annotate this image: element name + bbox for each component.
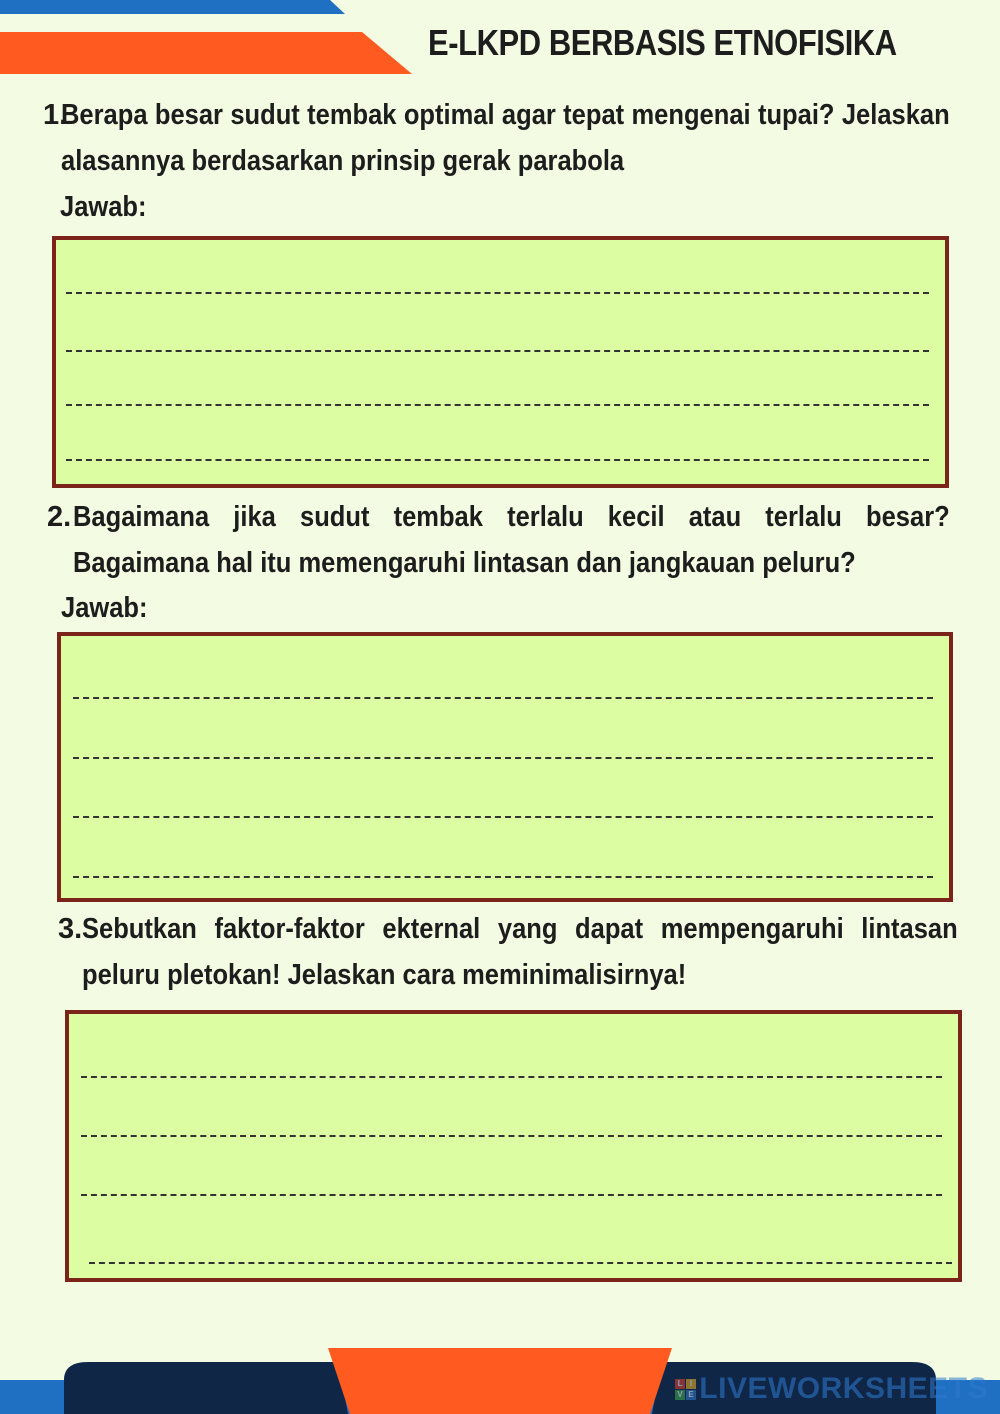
answer-line[interactable] [66, 459, 929, 461]
top-blue-stripe [0, 0, 345, 14]
liveworksheets-watermark [675, 1372, 988, 1406]
answer-label: Jawab: [60, 191, 147, 223]
question-text: Bagaimana jika sudut tembak terlalu kecil atau terlalu besar? Bagaimana hal itu memengaruhi lintasan dan jangkauan peluru? [73, 501, 950, 579]
answer-box-1[interactable] [52, 236, 949, 488]
answer-box-3[interactable] [65, 1010, 962, 1282]
question-3 [58, 906, 958, 998]
question-number: 2. [47, 501, 72, 533]
liveworksheets-logo-icon: L I V E [675, 1379, 696, 1400]
answer-line[interactable] [73, 816, 933, 818]
answer-line[interactable] [81, 1194, 942, 1196]
bottom-navy-bar-left [64, 1362, 348, 1414]
question-2 [47, 494, 950, 586]
answer-line[interactable] [66, 404, 929, 406]
brand-text: LIVEWORKSHEETS [699, 1372, 988, 1405]
answer-box-2[interactable] [57, 632, 953, 902]
answer-line[interactable] [89, 1262, 952, 1264]
top-orange-banner [0, 32, 412, 74]
answer-line[interactable] [73, 876, 933, 878]
answer-line[interactable] [66, 292, 929, 294]
question-number: 1. [43, 99, 68, 131]
answer-line[interactable] [66, 350, 929, 352]
bottom-orange-trapezoid [328, 1348, 672, 1414]
answer-label: Jawab: [61, 592, 148, 624]
answer-line[interactable] [81, 1135, 942, 1137]
page-title: E-LKPD BERBASIS ETNOFISIKA [428, 22, 897, 63]
question-text: Sebutkan faktor-faktor ekternal yang dapat mempengaruhi lintasan peluru pletokan! Jelaskan cara meminimalisirnya! [82, 913, 958, 991]
question-text: Berapa besar sudut tembak optimal agar tepat mengenai tupai? Jelaskan alasannya berdasarkan prinsip gerak parabola [61, 99, 950, 177]
question-number: 3. [58, 913, 83, 945]
question-1 [43, 92, 950, 184]
top-decoration [0, 0, 420, 80]
answer-line[interactable] [73, 757, 933, 759]
answer-line[interactable] [81, 1076, 942, 1078]
answer-line[interactable] [73, 697, 933, 699]
